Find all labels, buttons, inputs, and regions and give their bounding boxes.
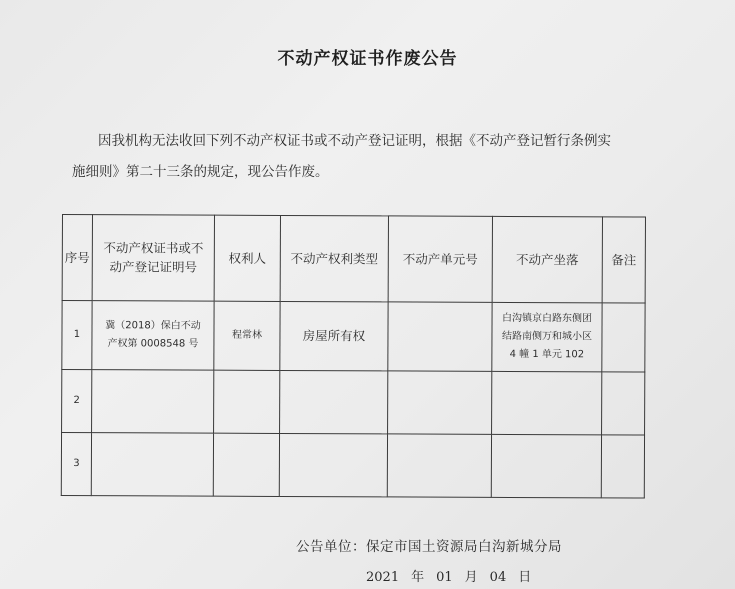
voided-certificates-table xyxy=(61,214,646,499)
issue-date xyxy=(366,566,543,585)
cell-remarks xyxy=(602,372,645,435)
paragraph-line-1: 因我机构无法收回下列不动产权证书或不动产登记证明，根据《不动产登记暂行条例实 xyxy=(98,133,611,149)
cell-unit-no xyxy=(388,371,492,435)
cell-location xyxy=(491,434,601,498)
cell-right-type xyxy=(279,433,387,497)
cell-cert-no-text: 冀（2018）保白不动产权第 0008548 号 xyxy=(105,319,201,350)
date-month: 01 xyxy=(436,570,453,585)
cell-remarks xyxy=(601,435,644,498)
cell-unit-no xyxy=(388,301,492,371)
cell-cert-no xyxy=(92,300,214,370)
document-title: 不动产权证书作废公告 xyxy=(277,49,458,69)
header-location: 不动产坐落 xyxy=(492,216,602,302)
header-remarks: 备注 xyxy=(602,217,645,303)
cell-owner xyxy=(213,433,279,496)
cell-cert-no xyxy=(91,432,213,496)
table-row xyxy=(62,369,645,435)
table-row xyxy=(61,432,644,498)
cell-seq: 3 xyxy=(61,432,91,495)
date-year-unit: 年 xyxy=(411,570,425,585)
date-day-unit: 日 xyxy=(518,570,532,585)
cell-location xyxy=(492,371,602,435)
date-year: 2021 xyxy=(366,570,400,585)
date-month-unit: 月 xyxy=(464,570,478,585)
cell-cert-no xyxy=(92,369,214,433)
header-unit-no: 不动产单元号 xyxy=(388,216,492,302)
header-right-type: 不动产权利类型 xyxy=(280,215,388,301)
header-seq: 序号 xyxy=(62,215,92,301)
cell-owner: 程常林 xyxy=(214,301,280,371)
paragraph-line-2: 施细则》第二十三条的规定，现公告作废。 xyxy=(72,164,329,180)
notice-paragraph xyxy=(72,126,658,188)
header-cert-no-text: 不动产权证书或不动产登记证明号 xyxy=(103,240,204,275)
cell-right-type: 房屋所有权 xyxy=(280,301,388,371)
date-day: 04 xyxy=(489,570,507,585)
cell-location-text: 白沟镇京白路东侧团结路南侧万和城小区 4 幢 1 单元 102 xyxy=(501,312,593,360)
issuer-line: 公告单位：保定市国土资源局白沟新城分局 xyxy=(296,539,562,555)
cell-location xyxy=(492,302,602,372)
table-row xyxy=(62,300,645,372)
cell-unit-no xyxy=(387,434,491,498)
cell-seq: 1 xyxy=(62,300,92,369)
cell-remarks xyxy=(602,302,645,371)
cell-owner xyxy=(214,370,280,433)
table-header-row xyxy=(62,215,645,303)
header-cert-no xyxy=(92,215,214,301)
cell-seq: 2 xyxy=(62,369,92,432)
header-owner: 权利人 xyxy=(214,215,280,301)
cell-right-type xyxy=(280,370,388,434)
